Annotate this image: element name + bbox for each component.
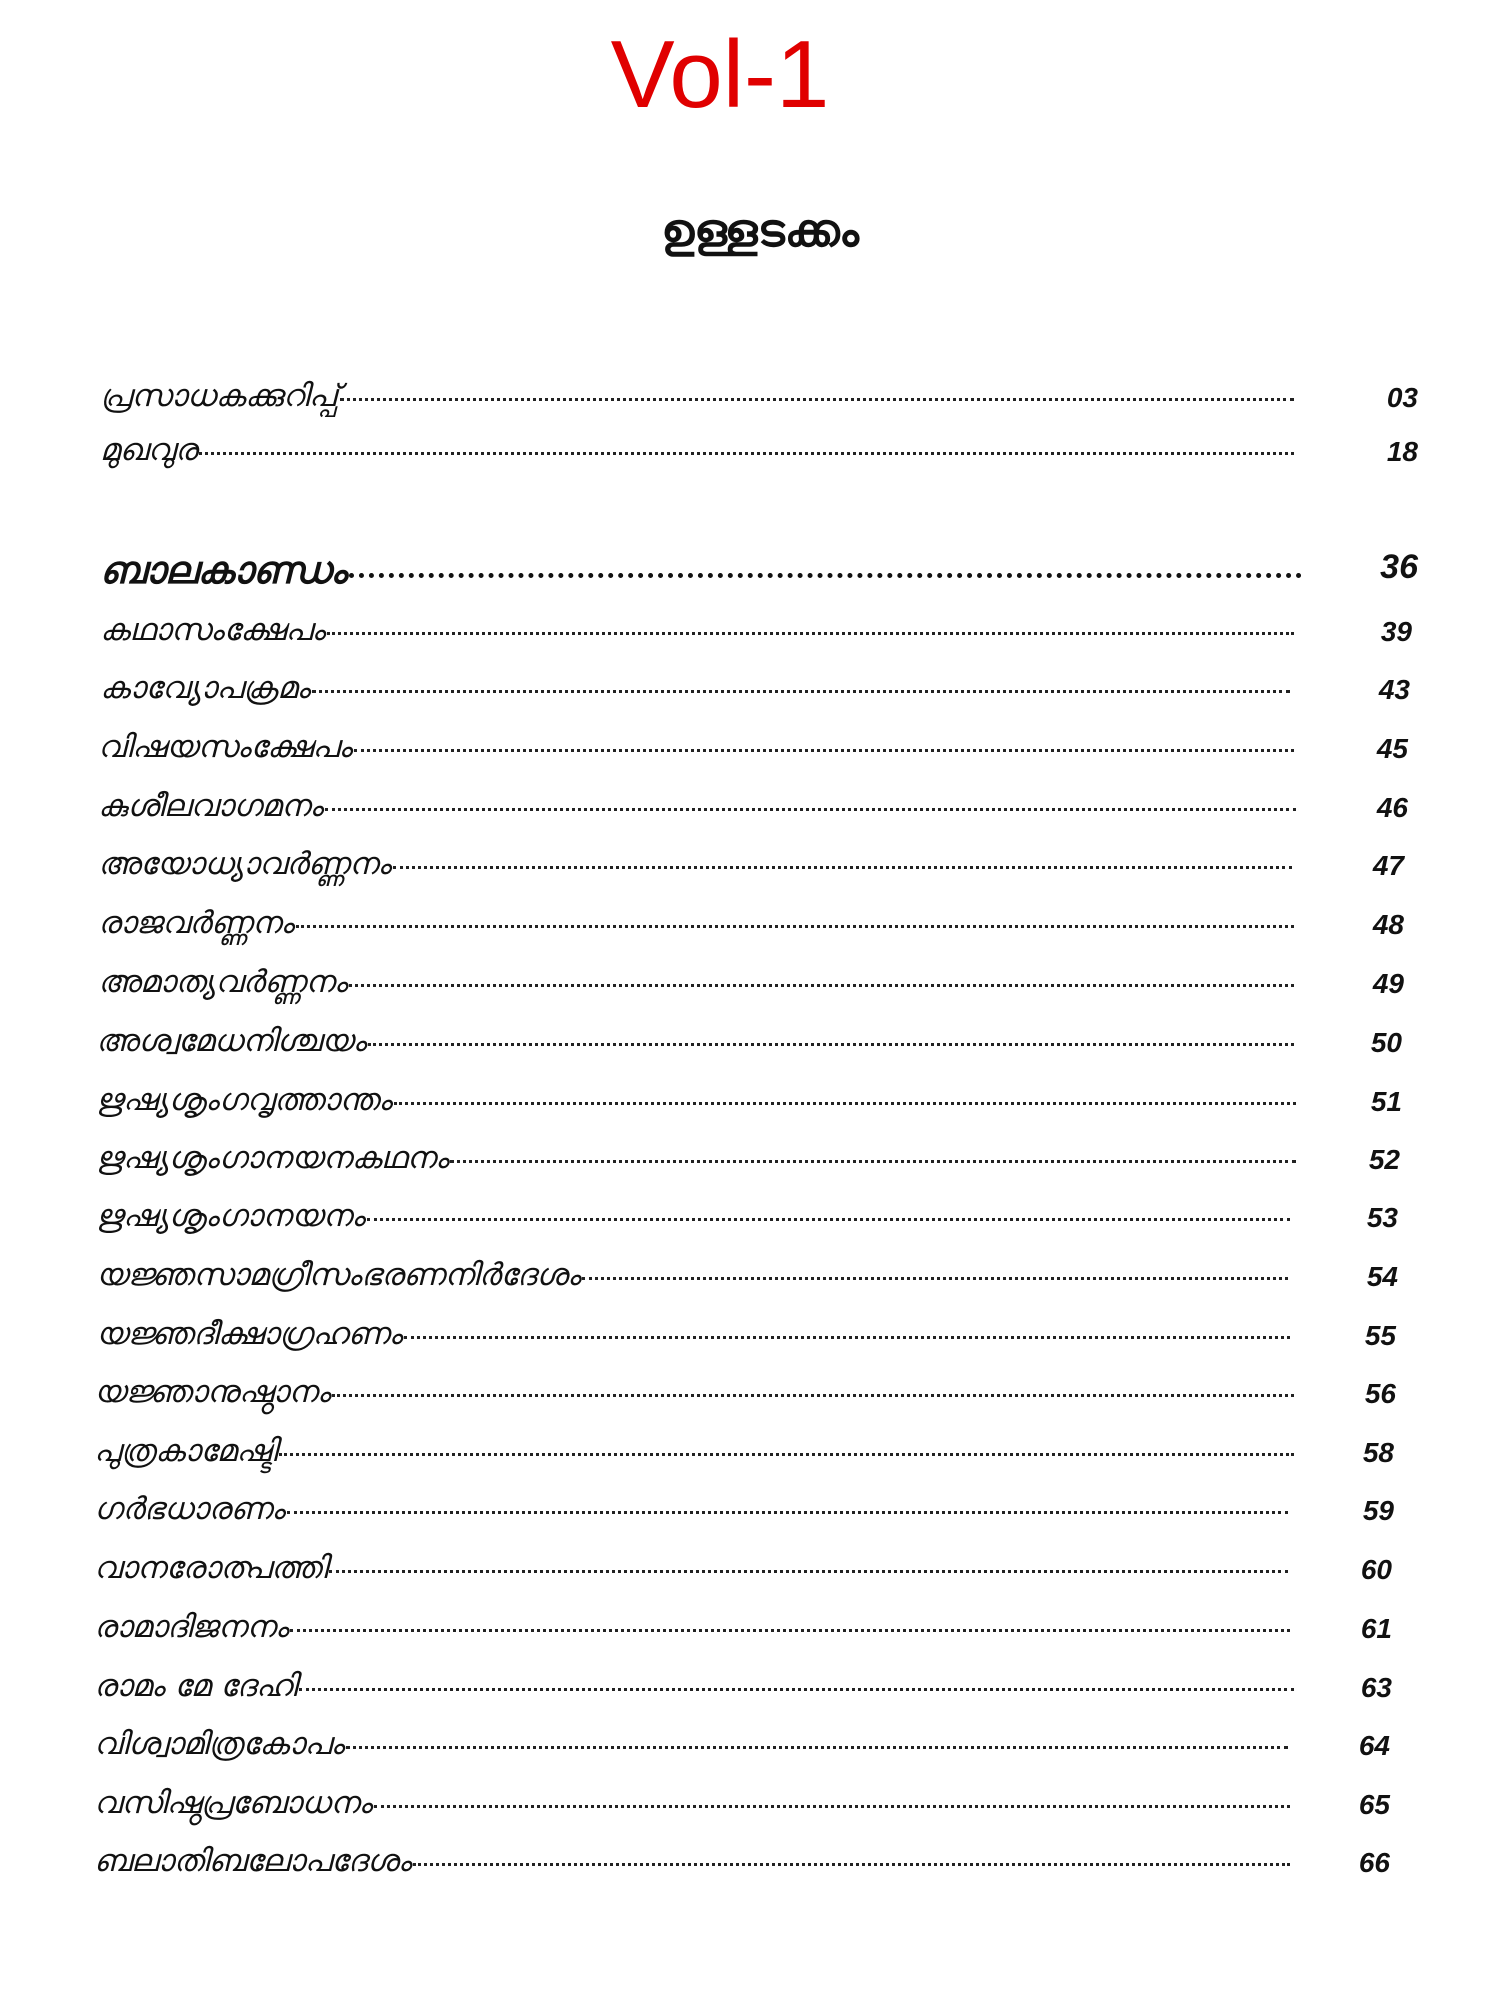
dot-leader: [290, 1629, 1290, 1632]
dot-leader: [374, 1805, 1290, 1808]
toc-entry-page-number: 60: [1360, 1554, 1392, 1585]
dot-leader: [368, 1043, 1294, 1046]
toc-entry-page-number: 65: [1358, 1789, 1390, 1820]
toc-entry-title: വിഷയസംക്ഷേപം: [98, 729, 352, 765]
toc-entry-title: അശ്വമേധനിശ്ചയം: [96, 1023, 366, 1059]
toc-entry-page-number: 54: [1366, 1261, 1398, 1292]
dot-leader: [354, 749, 1294, 752]
dot-leader: [332, 1394, 1294, 1397]
toc-entry: [98, 905, 1298, 942]
toc-entry-page-number: 03: [1386, 382, 1418, 413]
toc-entry: [98, 964, 1298, 1001]
toc-entry-title: വസിഷ്ഠപ്രബോധനം: [94, 1785, 372, 1821]
dot-leader: [279, 1453, 1294, 1456]
toc-entry: [98, 788, 1300, 825]
dot-leader: [349, 573, 1302, 578]
toc-entry-page-number: 18: [1386, 436, 1418, 467]
toc-entry-page-number: 66: [1358, 1847, 1390, 1878]
toc-entry-title: വാനരോത്പത്തി: [94, 1550, 328, 1586]
dot-leader: [312, 690, 1290, 693]
toc-entry-page-number: 39: [1380, 616, 1412, 647]
toc-entry-page-number: 51: [1370, 1086, 1402, 1117]
dot-leader: [413, 1863, 1290, 1866]
toc-entry: [94, 1843, 1294, 1880]
toc-entry-page-number: 46: [1376, 792, 1408, 823]
dot-leader: [367, 1218, 1290, 1221]
dot-leader: [393, 866, 1292, 869]
toc-entry: [100, 670, 1294, 707]
dot-leader: [394, 1102, 1296, 1105]
contents-title: ഉള്ളടക്കം: [661, 203, 859, 257]
dot-leader: [325, 808, 1296, 811]
toc-entry: [94, 1726, 1292, 1763]
toc-entry: [98, 846, 1296, 883]
toc-entry-title: യജ്ഞസാമഗ്രീസംഭരണനിർദേശം: [96, 1257, 581, 1293]
dot-leader: [327, 632, 1294, 635]
toc-entry-title: പ്രസാധകക്കുറിപ്പ്: [100, 378, 339, 414]
toc-entry-page-number: 63: [1360, 1672, 1392, 1703]
toc-entry-page-number: 64: [1358, 1730, 1390, 1761]
toc-entry-title: കഥാസംക്ഷേപം: [100, 612, 325, 648]
toc-entry: [98, 729, 1298, 766]
toc-entry: [100, 378, 1298, 415]
toc-entry-title: പുത്രകാമേഷ്ടി: [94, 1433, 278, 1469]
dot-leader: [346, 1746, 1288, 1749]
dot-leader: [340, 398, 1294, 401]
toc-entry: [96, 1257, 1292, 1294]
toc-entry-title: യജ്ഞാനുഷ്ഠാനം: [94, 1374, 331, 1410]
toc-entry-page-number: 48: [1372, 909, 1404, 940]
toc-entry-page-number: 47: [1372, 850, 1404, 881]
toc-entry: [100, 612, 1298, 649]
dot-leader: [287, 1511, 1288, 1514]
toc-entry: [94, 1374, 1298, 1411]
toc-entry-title: മുഖവുര: [100, 432, 198, 468]
toc-entry: [96, 1023, 1298, 1060]
dot-leader: [296, 925, 1294, 928]
dot-leader: [450, 1160, 1296, 1163]
toc-entry-title: യജ്ഞദീക്ഷാഗ്രഹണം: [96, 1316, 403, 1352]
toc-entry-page-number: 49: [1372, 968, 1404, 999]
toc-entry: [94, 1491, 1292, 1528]
toc-entry-page-number: 59: [1362, 1495, 1394, 1526]
toc-entry-title: ഋഷ്യശൃംഗാനയനം: [96, 1198, 365, 1234]
toc-entry-title: ബാലകാണ്ഡം: [100, 548, 347, 592]
toc-entry-title: ഗർഭധാരണം: [94, 1491, 285, 1527]
toc-entry-title: അമാത്യവർണ്ണനം: [98, 964, 348, 1000]
toc-entry: [94, 1433, 1298, 1470]
toc-entry: [94, 1785, 1294, 1822]
toc-entry-page-number: 52: [1368, 1144, 1400, 1175]
toc-entry: [94, 1609, 1294, 1646]
toc-entry-title: ഋഷ്യശൃംഗവൃത്താന്തം: [96, 1082, 392, 1118]
toc-entry-page-number: 55: [1364, 1320, 1396, 1351]
toc-entry-title: അയോധ്യാവർണ്ണനം: [98, 846, 391, 882]
toc-entry-title: കാവ്യോപക്രമം: [100, 670, 310, 706]
toc-entry: [96, 1198, 1294, 1235]
dot-leader: [349, 984, 1294, 987]
toc-entry: [96, 1082, 1300, 1119]
dot-leader: [582, 1277, 1288, 1280]
toc-entry-page-number: 58: [1362, 1437, 1394, 1468]
toc-entry: [96, 1140, 1300, 1177]
toc-entry: [96, 1316, 1294, 1353]
toc-entry-title: രാമം മേ ദേഹി: [94, 1668, 297, 1704]
toc-section-heading: [100, 548, 1306, 593]
volume-label: Vol-1: [610, 21, 830, 128]
toc-entry-page-number: 45: [1376, 733, 1408, 764]
toc-entry: [100, 432, 1298, 469]
toc-entry-page-number: 56: [1364, 1378, 1396, 1409]
toc-entry-page-number: 50: [1370, 1027, 1402, 1058]
toc-entry-title: ഋഷ്യശൃംഗാനയനകഥനം: [96, 1140, 449, 1176]
toc-entry-title: രാമാദിജനനം: [94, 1609, 289, 1645]
toc-entry-title: കുശീലവാഗമനം: [98, 788, 323, 824]
toc-entry-page-number: 43: [1378, 674, 1410, 705]
toc-entry-title: ബലാതിബലോപദേശം: [94, 1843, 412, 1879]
toc-entry-page-number: 53: [1366, 1202, 1398, 1233]
toc-entry: [94, 1668, 1298, 1705]
toc-entry-page-number: 61: [1360, 1613, 1392, 1644]
toc-entry-title: രാജവർണ്ണനം: [98, 905, 294, 941]
toc-entry-title: വിശ്വാമിത്രകോപം: [94, 1726, 344, 1762]
dot-leader: [299, 1688, 1294, 1691]
dot-leader: [199, 452, 1294, 455]
toc-entry: [94, 1550, 1292, 1587]
dot-leader: [329, 1570, 1288, 1573]
toc-entry-page-number: 36: [1380, 548, 1418, 586]
dot-leader: [404, 1336, 1290, 1339]
